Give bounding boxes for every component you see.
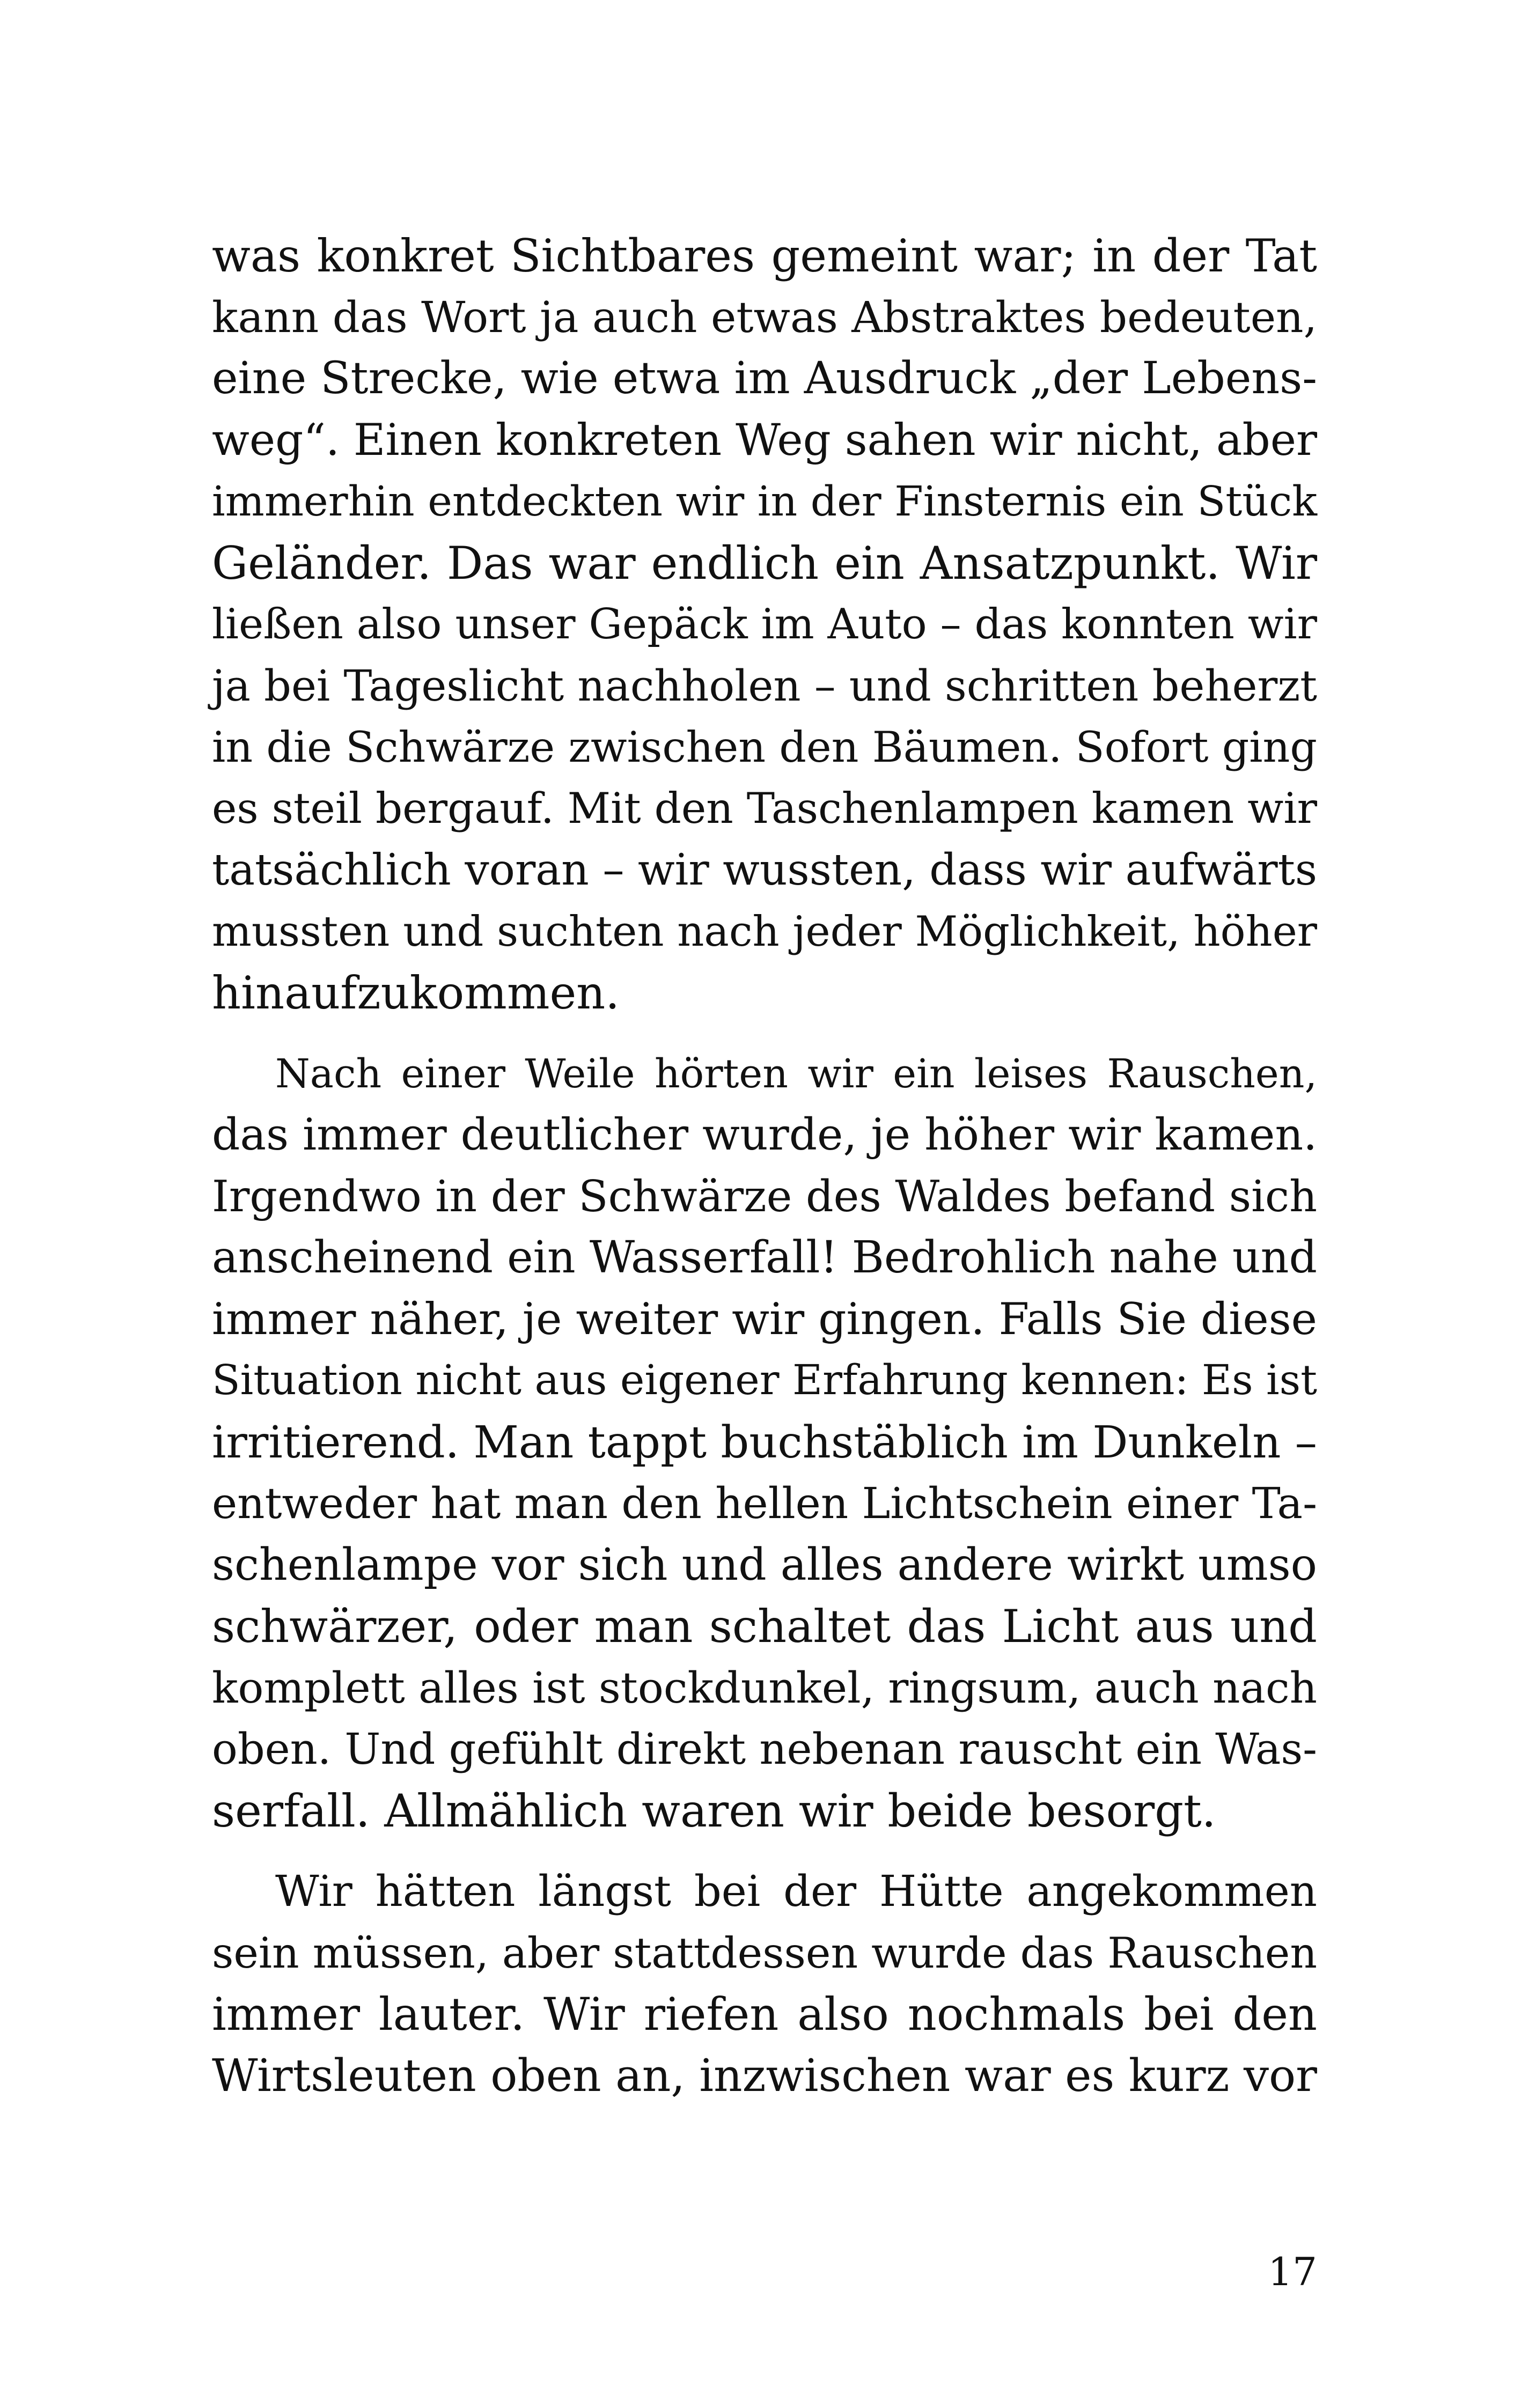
text-line: serfall. Allmählich waren wir beide besorgt. [212,1784,1216,1837]
text-line: ja bei Tageslicht nachholen – und schritten beherzt [212,660,1317,711]
paragraph-gap [212,1024,1317,1043]
text-line: Wir hätten längst bei der Hütte angekommen [275,1866,1317,1916]
text-line: immer lauter. Wir riefen also nochmals bei den [212,1988,1317,2041]
page-number: 17 [1268,2249,1317,2294]
text-line: hinaufzukommen. [212,967,620,1019]
text-line: Situation nicht aus eigener Erfahrung kennen: Es ist [212,1357,1317,1404]
text-line: ließen also unser Gepäck im Auto – das konnten wir [212,600,1317,649]
text-line: komplett alles ist stockdunkel, ringsum, auch nach [212,1662,1317,1713]
text-line: entweder hat man den hellen Lichtschein einer Ta- [212,1478,1317,1528]
paragraph-gap [212,1842,1317,1861]
text-line: kann das Wort ja auch etwas Abstraktes bedeuten, [212,292,1317,342]
text-line: weg“. Einen konkreten Weg sahen wir nicht, aber [212,414,1318,466]
text-line: Geländer. Das war endlich ein Ansatzpunkt. Wir [212,536,1317,590]
text-line: oben. Und gefühlt direkt nebenan rauscht ein Was- [212,1724,1317,1774]
text-line: schenlampe vor sich und alles andere wirkt umso [212,1539,1317,1590]
body-text [212,225,1317,2107]
text-line: anscheinend ein Wasserfall! Bedrohlich nahe und [212,1232,1317,1283]
text-line: das immer deutlicher wurde, je höher wir kamen. [212,1109,1318,1160]
text-line: in die Schwärze zwischen den Bäumen. Sofort ging [212,723,1317,772]
text-line: Nach einer Weile hörten wir ein leises Rauschen, [275,1050,1317,1097]
text-line: was konkret Sichtbares gemeint war; in der Tat [212,230,1317,282]
text-line: es steil bergauf. Mit den Taschenlampen kamen wir [212,784,1317,833]
text-line: immerhin entdeckten wir in der Finsternis ein Stück [212,477,1317,526]
text-line: Irgendwo in der Schwärze des Waldes befand sich [212,1171,1317,1222]
text-line: sein müssen, aber stattdessen wurde das Rauschen [212,1928,1317,1978]
text-line: immer näher, je weiter wir gingen. Falls Sie diese [212,1293,1317,1345]
text-line: irritierend. Man tappt buchstäblich im Dunkeln – [212,1416,1317,1468]
text-line: eine Strecke, wie etwa im Ausdruck „der Lebens- [212,353,1317,404]
paragraph-3 [212,1861,1317,2107]
text-line: Wirtsleuten oben an, inzwischen war es kurz vor [212,2049,1317,2102]
text-line: schwärzer, oder man schaltet das Licht aus und [212,1600,1317,1653]
paragraph-1 [212,225,1317,1024]
text-line: mussten und suchten nach jeder Möglichkeit, höher [212,907,1317,956]
text-line: tatsächlich voran – wir wussten, dass wir aufwärts [212,845,1317,895]
paragraph-2 [212,1043,1317,1842]
